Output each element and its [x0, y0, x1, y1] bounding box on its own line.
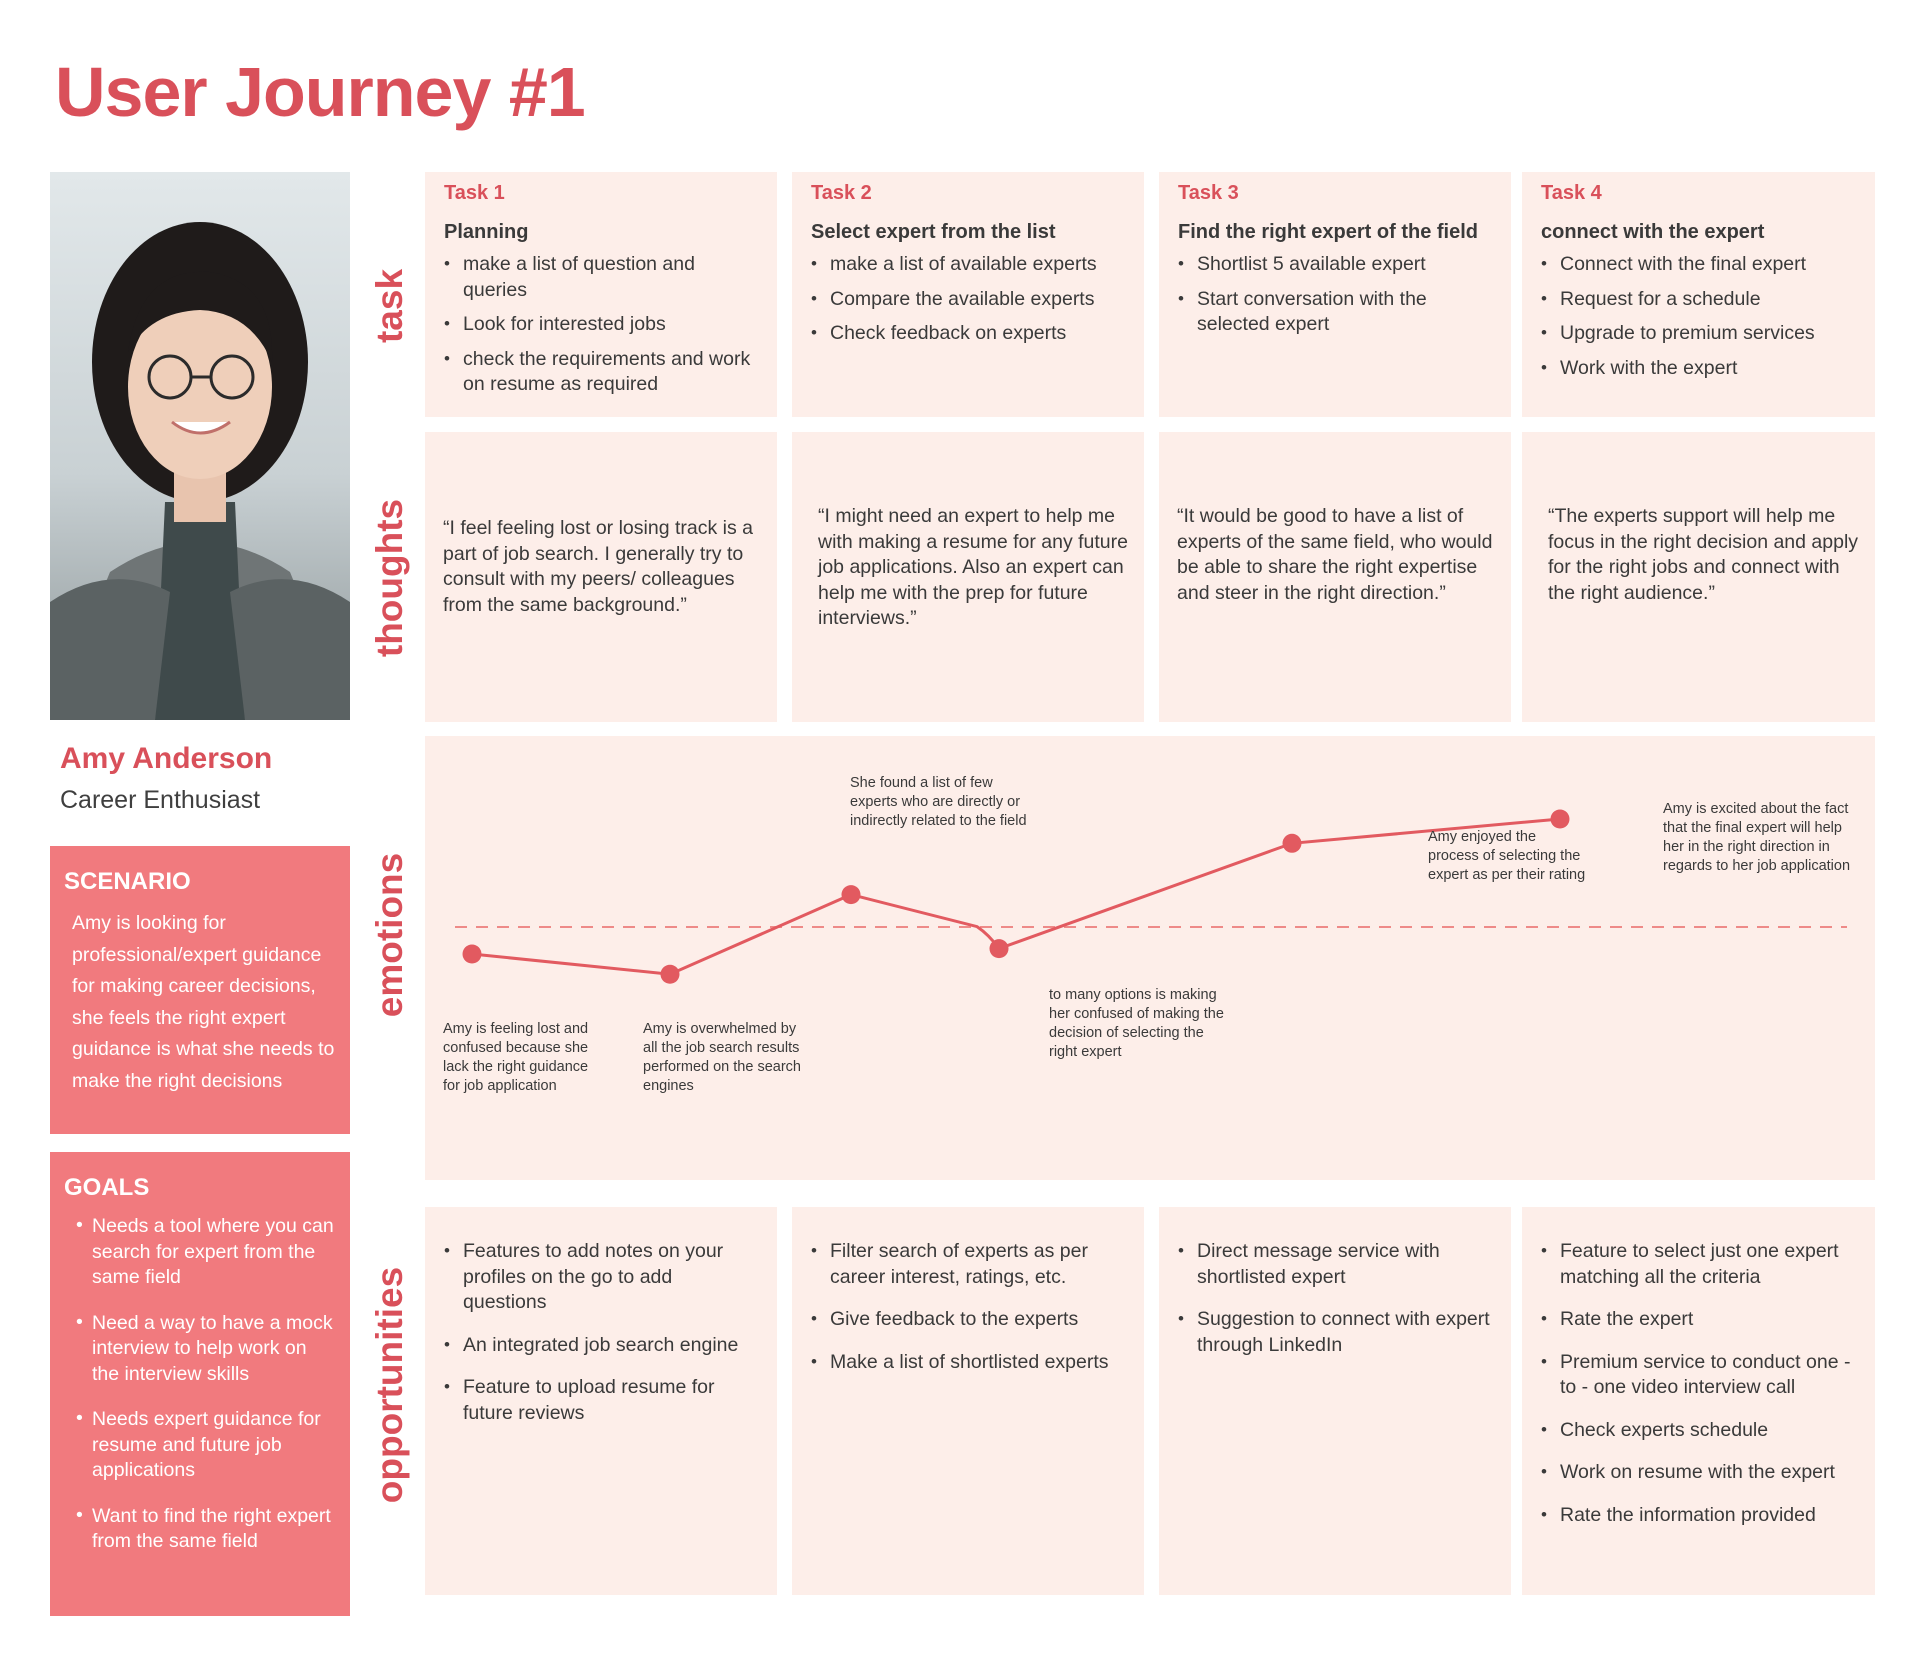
opportunity-cell — [1159, 1207, 1511, 1595]
thought-cell — [425, 432, 777, 722]
emotion-note: Amy is feeling lost and confused because she lack the right guidance for job application — [443, 1021, 589, 1094]
thought-cell — [792, 432, 1144, 722]
scenario-text: Amy is looking for professional/expert guidance for making career decisions, she feels the right expert guidance is what she needs to make the right decisions — [72, 912, 335, 1092]
task-item: • Look for interested jobs — [444, 312, 759, 338]
opportunity-item: • Feature to upload resume for future reviews — [444, 1375, 759, 1426]
page-title: User Journey #1 — [55, 53, 585, 131]
task-items — [811, 252, 1126, 347]
task-item: • Start conversation with the selected expert — [1178, 287, 1493, 338]
emotions-panel — [425, 736, 1875, 1180]
emotion-note: Amy is overwhelmed by all the job search results performed on the search engines — [643, 1021, 801, 1094]
thought-text: “It would be good to have a list of experts of the same field, who would be able to share the right expertise and steer in the right direction.” — [1177, 505, 1493, 604]
opportunity-items — [1541, 1239, 1857, 1528]
task-title: Planning — [444, 221, 529, 243]
opportunity-item: • Check experts schedule — [1541, 1418, 1857, 1444]
task-cell — [1159, 172, 1511, 417]
emotion-line — [472, 819, 1560, 974]
emotion-point — [463, 945, 482, 964]
opportunity-items — [811, 1239, 1126, 1375]
opportunity-items — [444, 1239, 759, 1426]
thought-cell — [1159, 432, 1511, 722]
task-item: • Compare the available experts — [811, 287, 1126, 313]
task-cell — [792, 172, 1144, 417]
goal-item: • Needs a tool where you can search for expert from the same field — [78, 1214, 336, 1291]
goals-box — [50, 1152, 350, 1616]
persona-photo — [50, 172, 350, 720]
task-item: • Upgrade to premium services — [1541, 321, 1857, 347]
task-cell — [425, 172, 777, 417]
emotion-note: to many options is making her confused of making the decision of selecting the right expert — [1049, 987, 1224, 1060]
opportunity-item: • Suggestion to connect with expert through LinkedIn — [1178, 1307, 1493, 1358]
task-number: Task 2 — [811, 182, 872, 204]
goals-heading: GOALS — [64, 1174, 150, 1201]
opportunity-item: • Feature to select just one expert matching all the criteria — [1541, 1239, 1857, 1290]
task-items — [1178, 252, 1493, 338]
emotion-note: Amy is excited about the fact that the final expert will help her in the right direction in regards to her job application — [1663, 801, 1851, 874]
opportunity-item: • An integrated job search engine — [444, 1333, 759, 1359]
opportunity-item: • Work on resume with the expert — [1541, 1460, 1857, 1486]
opportunity-item: • Make a list of shortlisted experts — [811, 1350, 1126, 1376]
opportunity-item: • Rate the information provided — [1541, 1503, 1857, 1529]
persona-name: Amy Anderson — [60, 742, 273, 775]
task-title: Find the right expert of the field — [1178, 221, 1478, 243]
opportunity-items — [1178, 1239, 1493, 1358]
goals-list — [64, 1214, 336, 1555]
task-number: Task 1 — [444, 182, 505, 204]
emotion-point — [661, 965, 680, 984]
emotion-note: Amy enjoyed the process of selecting the expert as per their rating — [1428, 829, 1586, 883]
opportunity-item: • Rate the expert — [1541, 1307, 1857, 1333]
task-item: • Shortlist 5 available expert — [1178, 252, 1493, 278]
task-items — [444, 252, 759, 398]
emotion-point — [842, 885, 861, 904]
opportunity-cell — [425, 1207, 777, 1595]
emotion-note: She found a list of few experts who are directly or indirectly related to the field — [850, 775, 1027, 829]
thought-text: “The experts support will help me focus in the right decision and apply for the right jobs and connect with the right audience.” — [1548, 505, 1859, 604]
task-item: • make a list of question and queries — [444, 252, 759, 303]
emotion-point — [1283, 834, 1302, 853]
emotion-point — [1551, 810, 1570, 829]
task-number: Task 4 — [1541, 182, 1602, 204]
task-item: • Check feedback on experts — [811, 321, 1126, 347]
opportunity-item: • Premium service to conduct one - to - one video interview call — [1541, 1350, 1857, 1401]
opportunity-cell — [1522, 1207, 1875, 1595]
persona-photo-illustration — [50, 172, 350, 720]
thought-cell — [1522, 432, 1875, 722]
opportunity-item: • Features to add notes on your profiles on the go to add questions — [444, 1239, 759, 1316]
goal-item: • Needs expert guidance for resume and future job applications — [78, 1407, 336, 1484]
emotion-point — [990, 939, 1009, 958]
task-title: Select expert from the list — [811, 221, 1056, 243]
scenario-box — [50, 846, 350, 1134]
goal-item: • Want to find the right expert from the same field — [78, 1504, 336, 1555]
opportunity-item: • Filter search of experts as per career interest, ratings, etc. — [811, 1239, 1126, 1290]
opportunity-item: • Direct message service with shortlisted expert — [1178, 1239, 1493, 1290]
scenario-heading: SCENARIO — [64, 868, 191, 895]
opportunity-cell — [792, 1207, 1144, 1595]
task-item: • Connect with the final expert — [1541, 252, 1857, 278]
task-item: • check the requirements and work on resume as required — [444, 347, 759, 398]
thought-text: “I feel feeling lost or losing track is a part of job search. I generally try to consult with my peers/ colleagues from the same background.” — [443, 517, 753, 616]
task-item: • Work with the expert — [1541, 356, 1857, 382]
persona-role: Career Enthusiast — [60, 786, 261, 814]
task-title: connect with the expert — [1541, 221, 1765, 243]
emotion-curve-chart — [425, 736, 1875, 1180]
task-cell — [1522, 172, 1875, 417]
task-items — [1541, 252, 1857, 381]
opportunity-item: • Give feedback to the experts — [811, 1307, 1126, 1333]
thought-text: “I might need an expert to help me with making a resume for any future job applications. Also an expert can help me with the prep for future interviews.” — [818, 505, 1128, 629]
goal-item: • Need a way to have a mock interview to help work on the interview skills — [78, 1311, 336, 1388]
task-item: • Request for a schedule — [1541, 287, 1857, 313]
task-item: • make a list of available experts — [811, 252, 1126, 278]
task-number: Task 3 — [1178, 182, 1239, 204]
